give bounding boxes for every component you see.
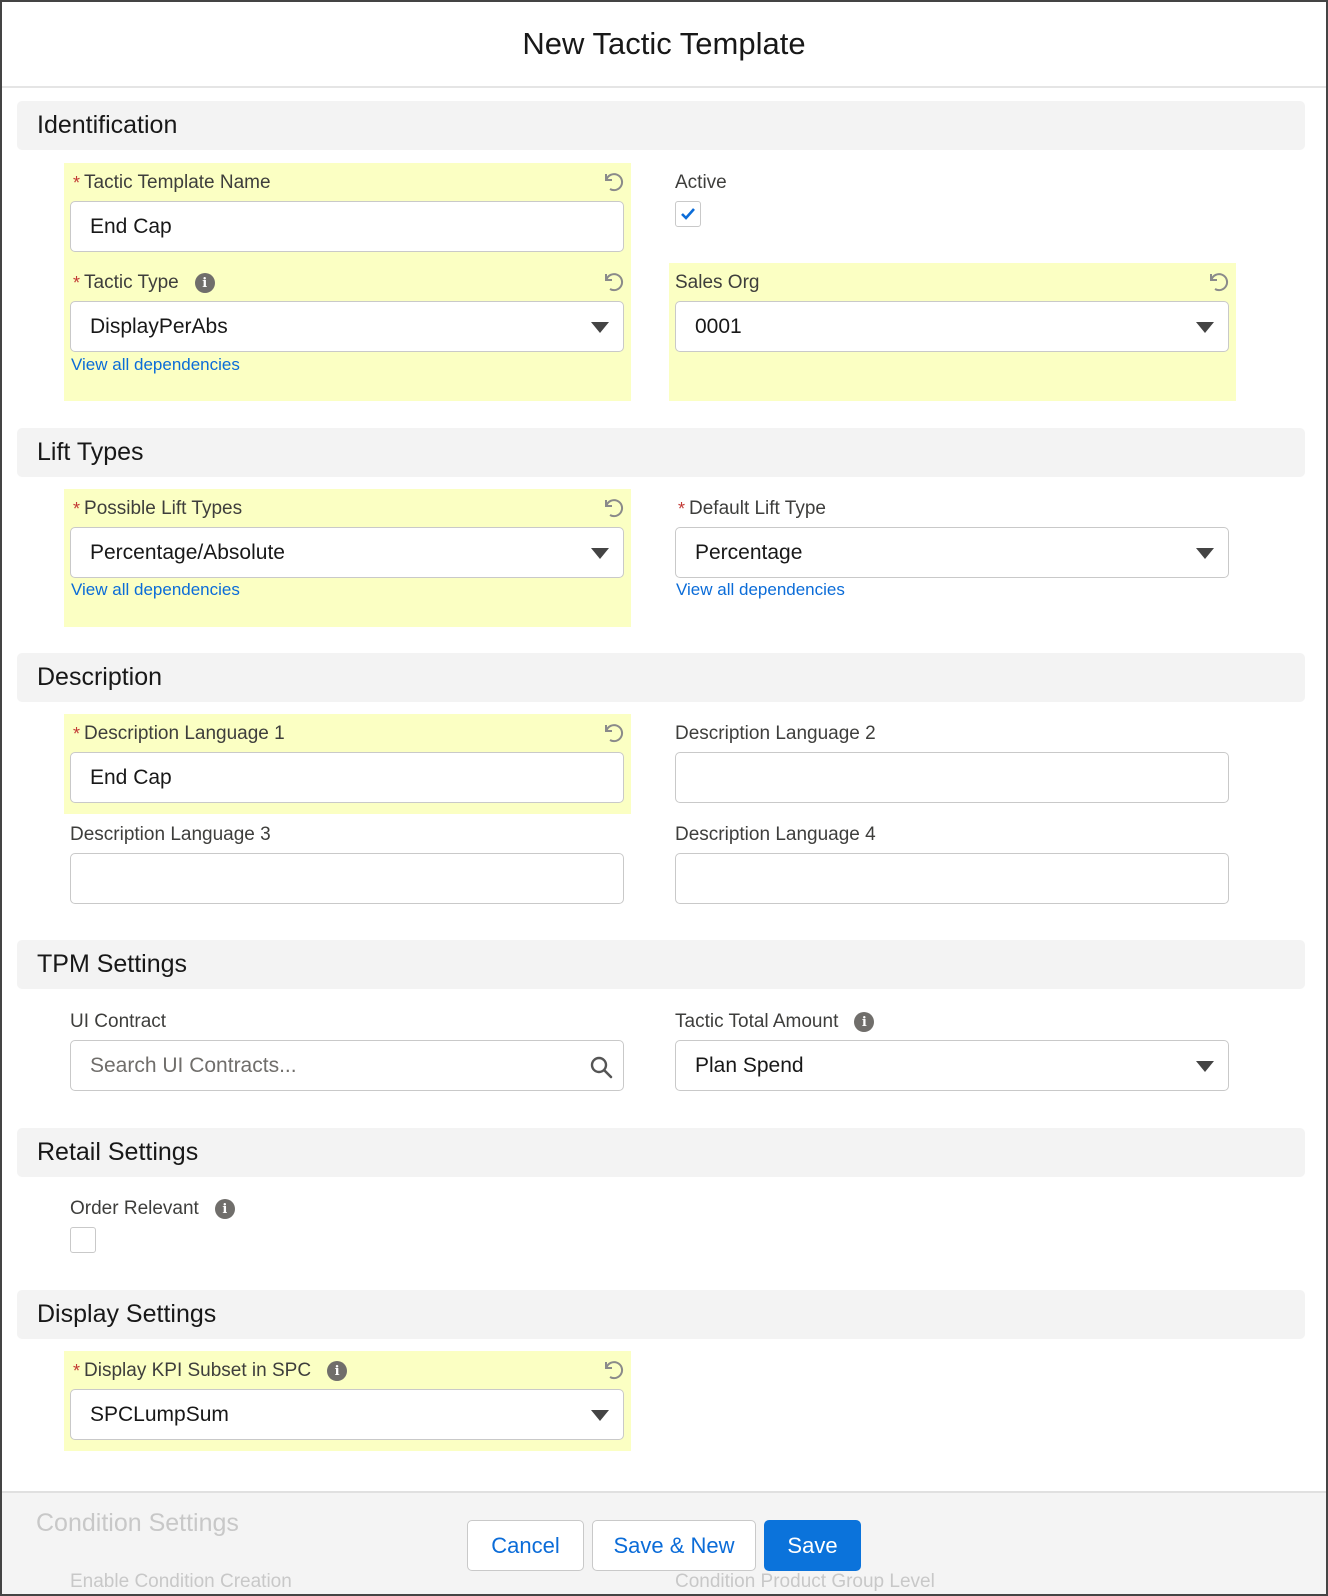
ui-contract-label: UI Contract bbox=[70, 1011, 167, 1032]
order-relevant-label: Order Relevant i bbox=[70, 1198, 235, 1220]
undo-icon[interactable] bbox=[601, 170, 625, 194]
required-marker: * bbox=[73, 272, 81, 293]
section-retail-settings[interactable]: Retail Settings bbox=[17, 1128, 1305, 1177]
description-language-3-label: Description Language 3 bbox=[70, 824, 271, 845]
ui-contract-search-input[interactable]: Search UI Contracts... bbox=[70, 1040, 624, 1091]
tactic-type-label: * Tactic Type i bbox=[73, 272, 215, 294]
description-language-1-label: * Description Language 1 bbox=[73, 723, 285, 744]
default-lift-type-select[interactable]: Percentage bbox=[675, 527, 1229, 578]
undo-icon[interactable] bbox=[601, 496, 625, 520]
info-icon[interactable]: i bbox=[195, 273, 215, 293]
required-marker: * bbox=[73, 498, 81, 519]
chevron-down-icon bbox=[591, 322, 609, 333]
section-condition-settings: Condition Settings bbox=[36, 1509, 239, 1537]
display-kpi-subset-label: * Display KPI Subset in SPC i bbox=[73, 1360, 347, 1382]
info-icon[interactable]: i bbox=[215, 1199, 235, 1219]
section-display-settings[interactable]: Display Settings bbox=[17, 1290, 1305, 1339]
undo-icon[interactable] bbox=[601, 270, 625, 294]
display-kpi-subset-select[interactable]: SPCLumpSum bbox=[70, 1389, 624, 1440]
required-marker: * bbox=[73, 723, 81, 744]
description-language-1-input[interactable]: End Cap bbox=[70, 752, 624, 803]
possible-lift-types-label: * Possible Lift Types bbox=[73, 498, 243, 519]
undo-icon[interactable] bbox=[1206, 270, 1230, 294]
chevron-down-icon bbox=[1196, 548, 1214, 559]
sales-org-label: Sales Org bbox=[675, 272, 760, 293]
section-tpm-settings[interactable]: TPM Settings bbox=[17, 940, 1305, 989]
chevron-down-icon bbox=[1196, 322, 1214, 333]
tactic-template-name-input[interactable]: End Cap bbox=[70, 201, 624, 252]
description-language-4-input[interactable] bbox=[675, 853, 1229, 904]
enable-condition-creation-label: Enable Condition Creation bbox=[70, 1571, 292, 1592]
undo-icon[interactable] bbox=[601, 1358, 625, 1382]
required-marker: * bbox=[73, 172, 81, 193]
undo-icon[interactable] bbox=[601, 721, 625, 745]
required-marker: * bbox=[73, 1360, 81, 1381]
description-language-4-label: Description Language 4 bbox=[675, 824, 876, 845]
save-and-new-button[interactable]: Save & New bbox=[592, 1520, 756, 1571]
tactic-type-select[interactable]: DisplayPerAbs bbox=[70, 301, 624, 352]
tactic-total-amount-select[interactable]: Plan Spend bbox=[675, 1040, 1229, 1091]
possible-lift-types-select[interactable]: Percentage/Absolute bbox=[70, 527, 624, 578]
modal-body[interactable] bbox=[2, 88, 1326, 1594]
info-icon[interactable]: i bbox=[854, 1012, 874, 1032]
section-identification[interactable]: Identification bbox=[17, 101, 1305, 150]
active-checkbox[interactable] bbox=[675, 201, 701, 227]
possible-lift-types-dependencies-link[interactable]: View all dependencies bbox=[71, 580, 240, 599]
section-description[interactable]: Description bbox=[17, 653, 1305, 702]
description-language-2-label: Description Language 2 bbox=[675, 723, 876, 744]
info-icon[interactable]: i bbox=[327, 1361, 347, 1381]
chevron-down-icon bbox=[591, 1410, 609, 1421]
chevron-down-icon bbox=[591, 548, 609, 559]
sales-org-select[interactable]: 0001 bbox=[675, 301, 1229, 352]
description-language-2-input[interactable] bbox=[675, 752, 1229, 803]
default-lift-type-label: * Default Lift Type bbox=[678, 498, 826, 519]
modal-title: New Tactic Template bbox=[522, 26, 806, 61]
condition-product-group-level-label: Condition Product Group Level bbox=[675, 1571, 935, 1592]
description-language-3-input[interactable] bbox=[70, 853, 624, 904]
save-button[interactable]: Save bbox=[764, 1520, 861, 1571]
order-relevant-checkbox[interactable] bbox=[70, 1227, 96, 1253]
modal-header bbox=[2, 2, 1326, 88]
chevron-down-icon bbox=[1196, 1061, 1214, 1072]
tactic-template-name-label: * Tactic Template Name bbox=[73, 172, 271, 193]
cancel-button[interactable]: Cancel bbox=[467, 1520, 584, 1571]
search-icon[interactable] bbox=[589, 1055, 613, 1079]
active-label: Active bbox=[675, 172, 727, 193]
default-lift-type-dependencies-link[interactable]: View all dependencies bbox=[676, 580, 845, 599]
tactic-total-amount-label: Tactic Total Amount i bbox=[675, 1011, 874, 1033]
tactic-type-dependencies-link[interactable]: View all dependencies bbox=[71, 355, 240, 374]
check-icon bbox=[680, 207, 696, 221]
modal-footer bbox=[2, 1491, 1326, 1594]
required-marker: * bbox=[678, 498, 686, 519]
section-lift-types[interactable]: Lift Types bbox=[17, 428, 1305, 477]
